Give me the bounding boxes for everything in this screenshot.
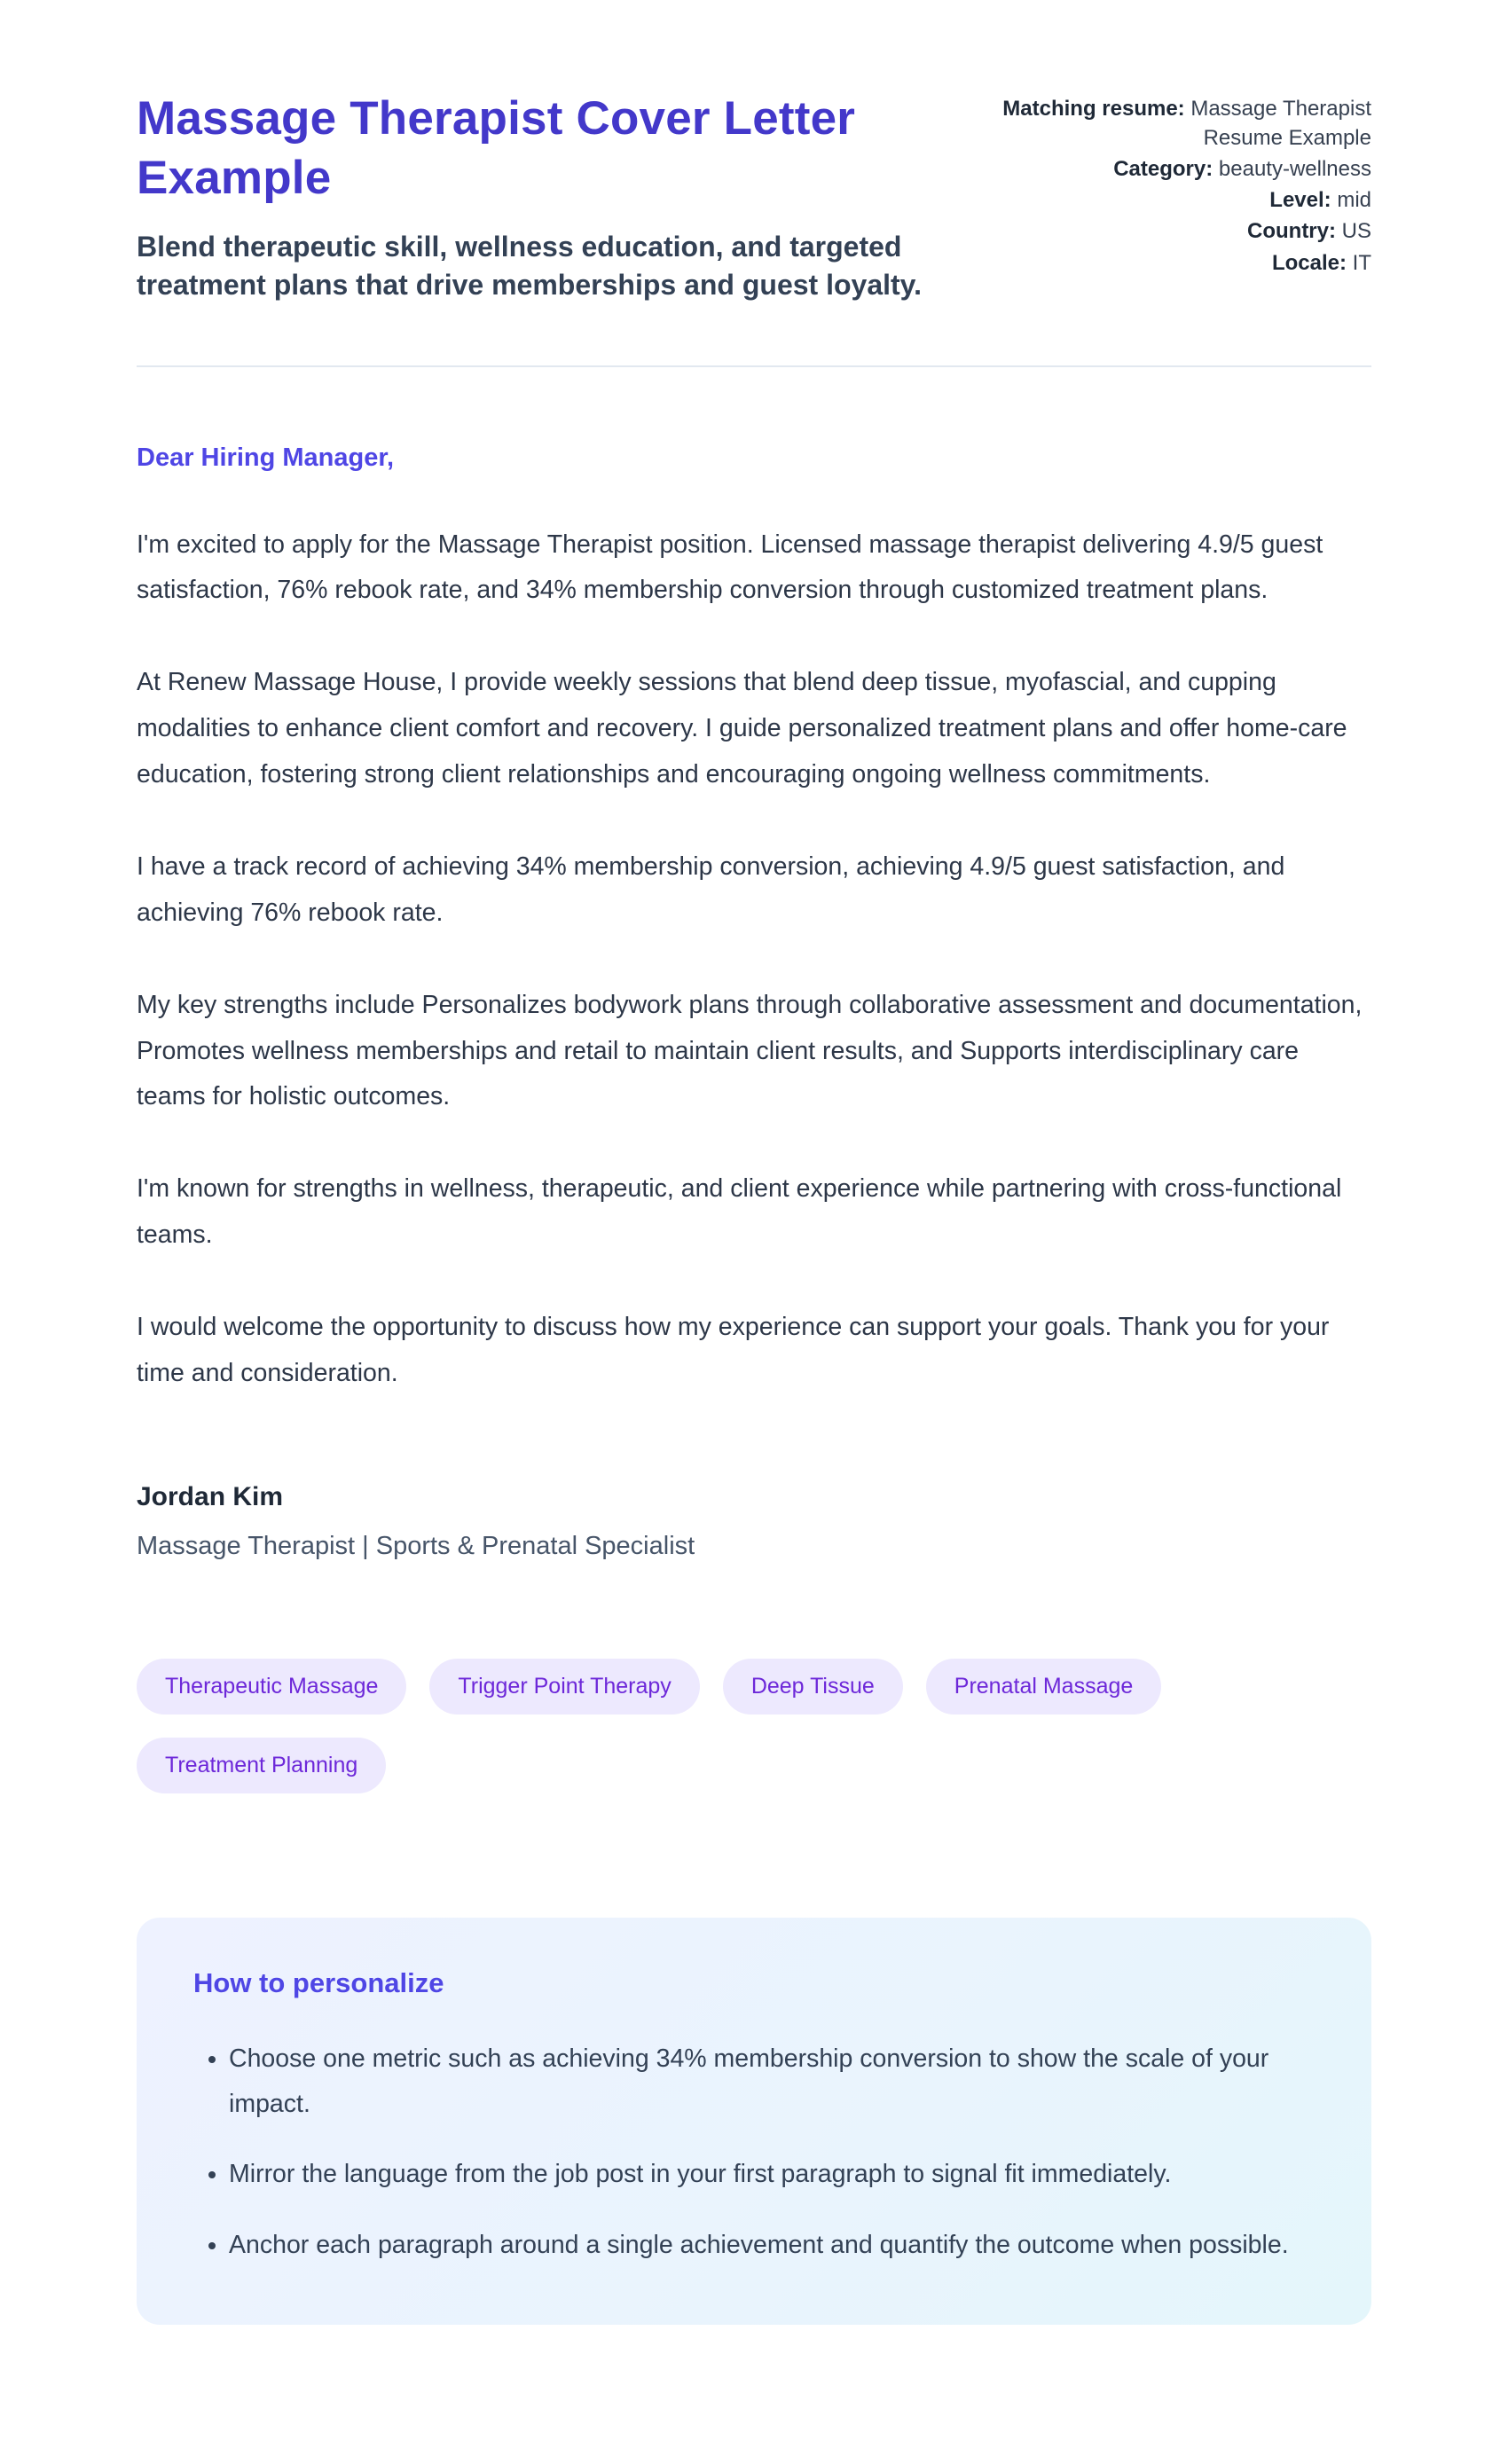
skill-tags [137,1659,1183,1793]
meta-row-category [981,154,1371,184]
letter-paragraph: I'm known for strengths in wellness, therapeutic, and client experience while partnering with cross-functional teams. [137,1174,1342,1250]
tag-pill-therapeutic-massage[interactable]: Therapeutic Massage [137,1659,406,1715]
meta-panel [981,89,1371,279]
letter-paragraph: I would welcome the opportunity to discuss how my experience can support your goals. Thank you for your time and consideration. [137,1312,1330,1387]
tag-pill-treatment-planning[interactable]: Treatment Planning [137,1738,386,1793]
meta-value: beauty-wellness [1218,157,1371,182]
meta-label: Country: [1247,219,1336,244]
personalize-tip-list [176,2036,1315,2268]
page-title: Massage Therapist Cover Letter Example [137,92,856,205]
meta-row-matching-resume [981,94,1371,153]
letter-paragraph: My key strengths include Personalizes bodywork plans through collaborative assessment and documentation, Promotes wellness memberships and retail to maintain client results, and Supports interdisciplinary care teams for holistic outcomes. [137,990,1363,1111]
tag-pill-prenatal-massage[interactable]: Prenatal Massage [926,1659,1162,1715]
letter-body [137,443,1371,1561]
signature-title: Massage Therapist | Sports & Prenatal Specialist [137,1531,695,1560]
personalize-tip: • Choose one metric such as achieving 34% membership conversion to show the scale of your impact. [229,2036,1315,2128]
personalize-tip: • Mirror the language from the job post in your first paragraph to signal fit immediately. [229,2152,1315,2197]
meta-value: US [1341,219,1371,244]
meta-value: Massage Therapist Resume Example [1190,97,1371,151]
meta-row-country [981,216,1371,246]
meta-label: Matching resume: [1002,97,1185,121]
signature-name: Jordan Kim [137,1481,284,1511]
letter-paragraph: I'm excited to apply for the Massage Therapist position. Licensed massage therapist delivering 4.9/5 guest satisfaction, 76% rebook rate, and 34% membership conversion through customized treatment plans. [137,530,1323,605]
meta-row-level [981,185,1371,215]
letter-greeting: Dear Hiring Manager, [137,443,395,472]
meta-value: mid [1337,188,1371,213]
meta-label: Category: [1113,157,1213,182]
tag-pill-trigger-point-therapy[interactable]: Trigger Point Therapy [429,1659,699,1715]
signature-block [137,1482,1371,1561]
personalize-box [137,1918,1371,2325]
header-divider [137,365,1371,367]
meta-value: IT [1352,250,1371,275]
meta-row-locale [981,248,1371,278]
letter-paragraph: I have a track record of achieving 34% membership conversion, achieving 4.9/5 guest satisfaction, and achieving 76% rebook rate. [137,851,1285,927]
personalize-tip: • Anchor each paragraph around a single achievement and quantify the outcome when possible. [229,2223,1315,2268]
page-subtitle: Blend therapeutic skill, wellness education, and targeted treatment plans that drive memberships and guest loyalty. [137,230,922,302]
tag-pill-deep-tissue[interactable]: Deep Tissue [723,1659,903,1715]
meta-label: Locale: [1271,250,1347,275]
personalize-heading: How to personalize [193,1966,444,1998]
letter-paragraph: At Renew Massage House, I provide weekly sessions that blend deep tissue, myofascial, and cupping modalities to enhance client comfort and recovery. I guide personalized treatment plans and offer home-care education, fostering strong client relationships and encouraging ongoing wellness commitments. [137,668,1347,789]
header-title-block [137,89,928,305]
header [137,89,1371,305]
meta-label: Level: [1269,188,1331,213]
